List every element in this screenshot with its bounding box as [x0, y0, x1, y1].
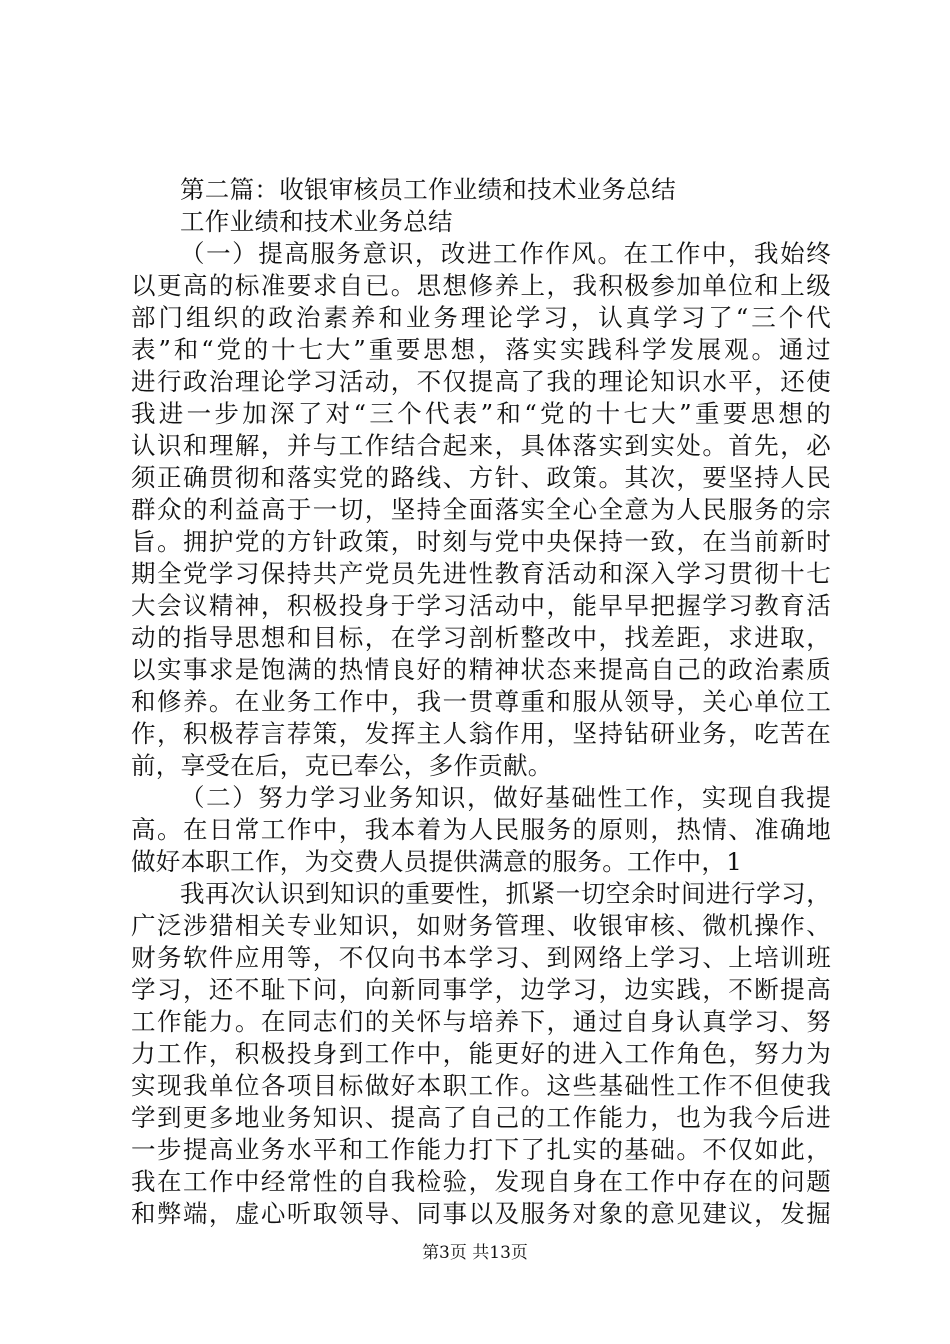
paragraph-line: 实现我单位各项目标做好本职工作。这些基础性工作不但使我 — [131, 1071, 831, 1100]
paragraph-line: 我在工作中经常性的自我检验，发现自身在工作中存在的问题 — [131, 1167, 831, 1196]
paragraph-line: 财务软件应用等，不仅向书本学习、到网络上学习、上培训班 — [131, 943, 831, 972]
paragraph-line: 以更高的标准要求自已。思想修养上，我积极参加单位和上级 — [131, 271, 831, 300]
paragraph-line: 认识和理解，并与工作结合起来，具体落实到实处。首先，必 — [131, 431, 831, 460]
paragraph-line: 学到更多地业务知识、提高了自己的工作能力，也为我今后进 — [131, 1103, 831, 1132]
paragraph-line: 高。在日常工作中，我本着为人民服务的原则，热情、准确地 — [131, 815, 831, 844]
paragraph-line: 须正确贯彻和落实党的路线、方针、政策。其次，要坚持人民 — [131, 463, 831, 492]
paragraph-line: 以实事求是饱满的热情良好的精神状态来提高自己的政治素质 — [131, 655, 831, 684]
paragraph-line: 和弊端，虚心听取领导、同事以及服务对象的意见建议，发掘 — [131, 1199, 831, 1228]
paragraph-line: 动的指导思想和目标，在学习剖析整改中，找差距，求进取， — [131, 623, 831, 652]
paragraph-line: 做好本职工作，为交费人员提供满意的服务。工作中，1 — [131, 847, 743, 876]
paragraph-line: 期全党学习保持共产党员先进性教育活动和深入学习贯彻十七 — [131, 559, 831, 588]
paragraph-line: 旨。拥护党的方针政策，时刻与党中央保持一致，在当前新时 — [131, 527, 831, 556]
paragraph-line: 和修养。在业务工作中，我一贯尊重和服从领导，关心单位工 — [131, 687, 831, 716]
paragraph-line: 我进一步加深了对“三个代表”和“党的十七大”重要思想的 — [131, 399, 831, 428]
paragraph-line: 表”和“党的十七大”重要思想，落实实践科学发展观。通过 — [131, 335, 831, 364]
document-title: 第二篇：收银审核员工作业绩和技术业务总结 — [180, 175, 676, 204]
paragraph-line: 部门组织的政治素养和业务理论学习，认真学习了“三个代 — [131, 303, 831, 332]
paragraph-line: 作，积极荐言荐策，发挥主人翁作用，坚持钻研业务，吃苦在 — [131, 719, 831, 748]
paragraph-line: 力工作，积极投身到工作中，能更好的进入工作角色，努力为 — [131, 1039, 831, 1068]
paragraph-line: 进行政治理论学习活动，不仅提高了我的理论知识水平，还使 — [131, 367, 831, 396]
paragraph-line: 一步提高业务水平和工作能力打下了扎实的基础。不仅如此， — [131, 1135, 831, 1164]
paragraph-line: 前，享受在后，克已奉公，多作贡献。 — [131, 751, 553, 780]
paragraph-line: 群众的利益高于一切，坚持全面落实全心全意为人民服务的宗 — [131, 495, 831, 524]
paragraph-line: 学习，还不耻下问，向新同事学，边学习，边实践，不断提高 — [131, 975, 831, 1004]
paragraph-line: 我再次认识到知识的重要性，抓紧一切空余时间进行学习， — [180, 879, 831, 908]
document-subtitle: 工作业绩和技术业务总结 — [180, 207, 453, 236]
page-number-footer: 第3页 共13页 — [422, 1243, 528, 1263]
paragraph-line: （二）努力学习业务知识，做好基础性工作，实现自我提 — [180, 783, 831, 812]
paragraph-line: 大会议精神，积极投身于学习活动中，能早早把握学习教育活 — [131, 591, 831, 620]
paragraph-line: 工作能力。在同志们的关怀与培养下，通过自身认真学习、努 — [131, 1007, 831, 1036]
paragraph-line: 广泛涉猎相关专业知识，如财务管理、收银审核、微机操作、 — [131, 911, 831, 940]
paragraph-line: （一）提高服务意识，改进工作作风。在工作中，我始终 — [180, 239, 831, 268]
